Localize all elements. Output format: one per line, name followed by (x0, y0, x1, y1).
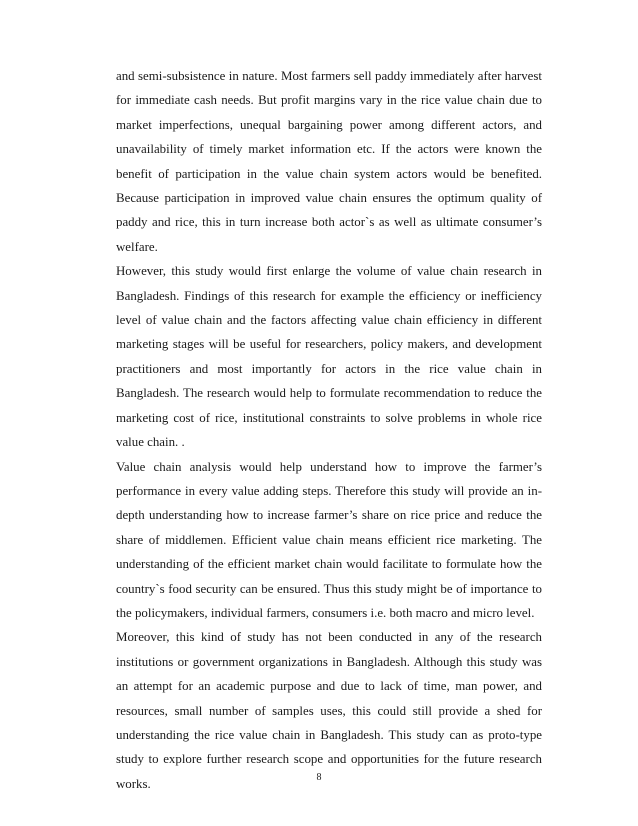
paragraph-2: However, this study would first enlarge the volume of value chain research in Bangladesh. Findings of this research for example the efficiency or inefficiency level of value chain and the factors affecting value chain efficiency in different marketing stages will be useful for researchers, policy makers, and development practitioners and most importantly for actors in the rice value chain in Bangladesh. The research would help to formulate recommendation to reduce the marketing cost of rice, institutional constraints to solve problems in whole rice value chain. . (116, 264, 542, 450)
page-number: 8 (316, 772, 322, 783)
paragraph-4: Moreover, this kind of study has not been conducted in any of the research institutions or government organizations in Bangladesh. Although this study was an attempt for an academic purpose and due to lack of time, man power, and resources, small number of samples uses, this could still provide a shed for understanding the rice value chain in Bangladesh. This study can as proto-type study to explore further research scope and opportunities for the future research works. (116, 630, 542, 791)
body-text (116, 64, 542, 796)
paragraph-3: Value chain analysis would help understand how to improve the farmer’s performance in every value adding steps. Therefore this study will provide an in-depth understanding how to increase farmer’s share on rice price and reduce the share of middlemen. Efficient value chain means efficient rice marketing. The understanding of the efficient market chain would facilitate to formulate how the country`s food security can be ensured. Thus this study might be of importance to the policymakers, individual farmers, consumers i.e. both macro and micro level. (116, 459, 542, 620)
paragraph-1: and semi-subsistence in nature. Most farmers sell paddy immediately after harvest for immediate cash needs. But profit margins vary in the rice value chain due to market imperfections, unequal bargaining power among different actors, and unavailability of timely market information etc. If the actors were known the benefit of participation in the value chain system actors would be benefited. Because participation in improved value chain ensures the optimum quality of paddy and rice, this in turn increase both actor`s as well as ultimate consumer’s welfare. (116, 69, 542, 254)
